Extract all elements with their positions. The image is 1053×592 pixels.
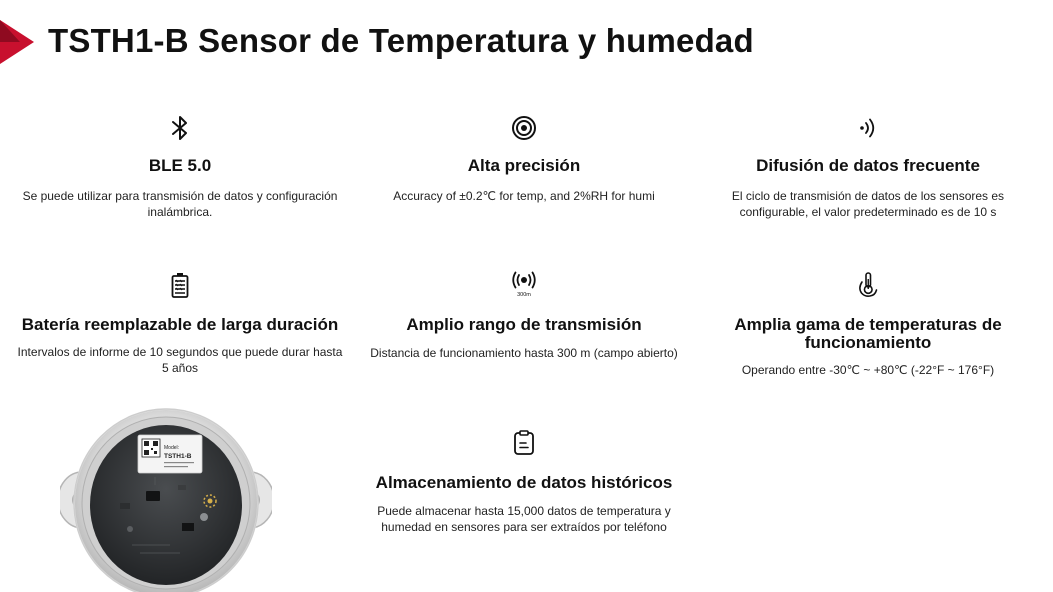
broadcast-icon [853, 113, 883, 143]
header-accent-shade [0, 20, 20, 42]
feature-title: Difusión de datos frecuente [756, 156, 980, 175]
feature-precision [359, 113, 689, 204]
bluetooth-icon [165, 113, 195, 143]
page-title: TSTH1-B Sensor de Temperatura y humedad [48, 22, 754, 59]
battery-icon [165, 270, 195, 300]
clipboard-icon [509, 428, 539, 458]
feature-title: Amplio rango de transmisión [406, 315, 642, 334]
feature-description: Intervalos de informe de 10 segundos que puede durar hasta 5 años [17, 345, 343, 375]
sensor-device-illustration [60, 405, 272, 592]
label-model: TSTH1-B [164, 453, 192, 460]
thermometer-hand-icon [853, 270, 883, 300]
feature-description: Puede almacenar hasta 15,000 datos de temperatura y humedad en sensores para ser extraídos por teléfono [377, 504, 671, 534]
product-image [60, 405, 272, 592]
range-icon-text: 300m [517, 292, 531, 298]
feature-title: Almacenamiento de datos históricos [375, 473, 673, 492]
qr-code [142, 439, 160, 457]
label-model-caption: Model: [164, 445, 180, 451]
feature-description: Distancia de funcionamiento hasta 300 m (campo abierto) [370, 346, 678, 360]
feature-range [359, 268, 689, 361]
feature-title: Batería reemplazable de larga duración [21, 315, 339, 334]
feature-ble [15, 113, 345, 220]
feature-description: Operando entre -30℃ ~ +80℃ (-22°F ~ 176°F) [741, 363, 995, 377]
feature-title: Alta precisión [467, 156, 581, 175]
wireless-range-icon [509, 268, 539, 298]
feature-broadcast [703, 113, 1033, 220]
feature-storage [359, 428, 689, 535]
feature-title: Amplia gama de temperaturas de funcionamiento [734, 315, 1002, 352]
feature-title: BLE 5.0 [148, 156, 212, 175]
feature-description: El ciclo de transmisión de datos de los sensores es configurable, el valor predeterminado es de 10 s [731, 189, 1005, 219]
feature-battery [15, 270, 345, 376]
feature-temperature-range [703, 270, 1033, 378]
target-icon [509, 113, 539, 143]
feature-description: Se puede utilizar para transmisión de datos y configuración inalámbrica. [22, 189, 338, 219]
feature-description: Accuracy of ±0.2℃ for temp, and 2%RH for humi [393, 189, 655, 203]
